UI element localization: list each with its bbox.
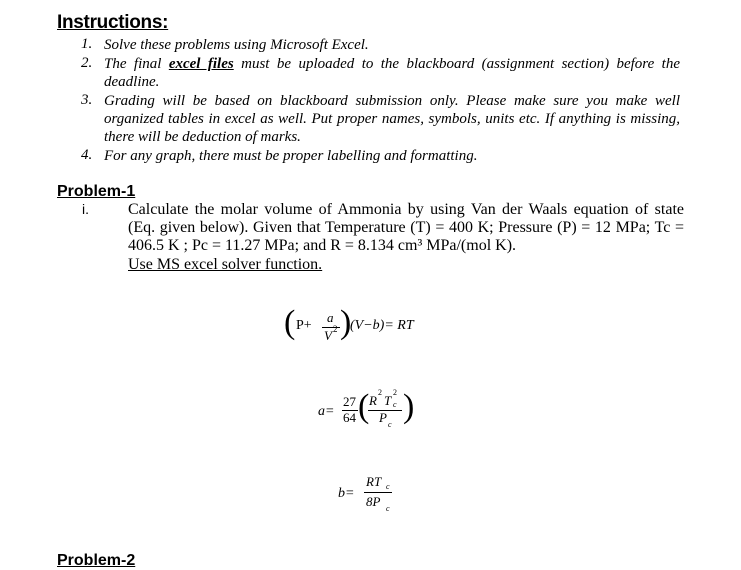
instruction-number: 4. (81, 147, 93, 163)
b-denominator: 8P (366, 494, 381, 509)
a-coefficient-denominator: 64 (343, 410, 356, 425)
b-lhs: b= (338, 486, 355, 501)
exponent: 2 (333, 324, 338, 334)
tc-subscript: c (386, 482, 390, 491)
a-coefficient-numerator: 27 (343, 394, 356, 409)
pc-subscript: c (386, 504, 390, 513)
a-numerator: a (327, 310, 334, 325)
paren-left: ( (358, 388, 370, 425)
pc-symbol: P (379, 410, 387, 425)
t-subscript: c (393, 400, 397, 409)
van-der-waals-equation (284, 304, 454, 352)
a-parameter-equation (318, 386, 438, 436)
instruction-number: 2. (81, 55, 93, 71)
instruction-item-2 (104, 55, 680, 91)
problem-2-heading: Problem-2 (57, 552, 136, 569)
instruction-item-1: Solve these problems using Microsoft Excel. (104, 37, 369, 53)
b-parameter-equation (338, 474, 408, 520)
instruction-number: 3. (81, 92, 93, 108)
instruction-text: The final (104, 56, 169, 72)
instructions-heading: Instructions: (57, 12, 169, 33)
instruction-item-4: For any graph, there must be proper labelling and formatting. (104, 148, 478, 164)
instruction-text: must be uploaded to the blackboard (assignment section) before the deadline. (104, 56, 680, 90)
pressure-term: P+ (296, 318, 312, 333)
r-symbol: R (369, 393, 377, 408)
paren-right: ) (340, 304, 352, 341)
a-lhs: a= (318, 404, 335, 419)
b-numerator: RT (366, 474, 382, 489)
problem-1-statement: Calculate the molar volume of Ammonia by using Van der Waals equation of state (Eq. given below). Given that Temperature (T) = 400 K; Pressure (P) = 12 MPa; Tc = 406.5 K ; Pc = 11.27 MPa; and R = 8.134 cm³ MPa/(mol K). (128, 201, 684, 254)
v-squared: V (324, 328, 332, 343)
problem-1-heading: Problem-1 (57, 183, 136, 200)
paren-left: ( (284, 304, 296, 341)
problem-1-item-number: i. (82, 201, 89, 217)
instruction-item-3: Grading will be based on blackboard submission only. Please make sure you make well organized tables in excel as well. Put proper names, symbols, units etc. If anything is missing, there will be deduction of marks. (104, 93, 680, 145)
pc-subscript: c (388, 420, 392, 429)
volume-term: (V−b)= RT (350, 318, 414, 333)
fraction-bar (364, 492, 392, 493)
solver-instruction: Use MS excel solver function. (128, 256, 323, 273)
paren-right: ) (403, 388, 415, 425)
t-symbol: T (384, 393, 392, 408)
r-exponent: 2 (378, 388, 382, 397)
instruction-number: 1. (81, 36, 93, 52)
excel-files-emphasis: excel files (168, 56, 234, 72)
t-exponent: 2 (393, 388, 397, 397)
